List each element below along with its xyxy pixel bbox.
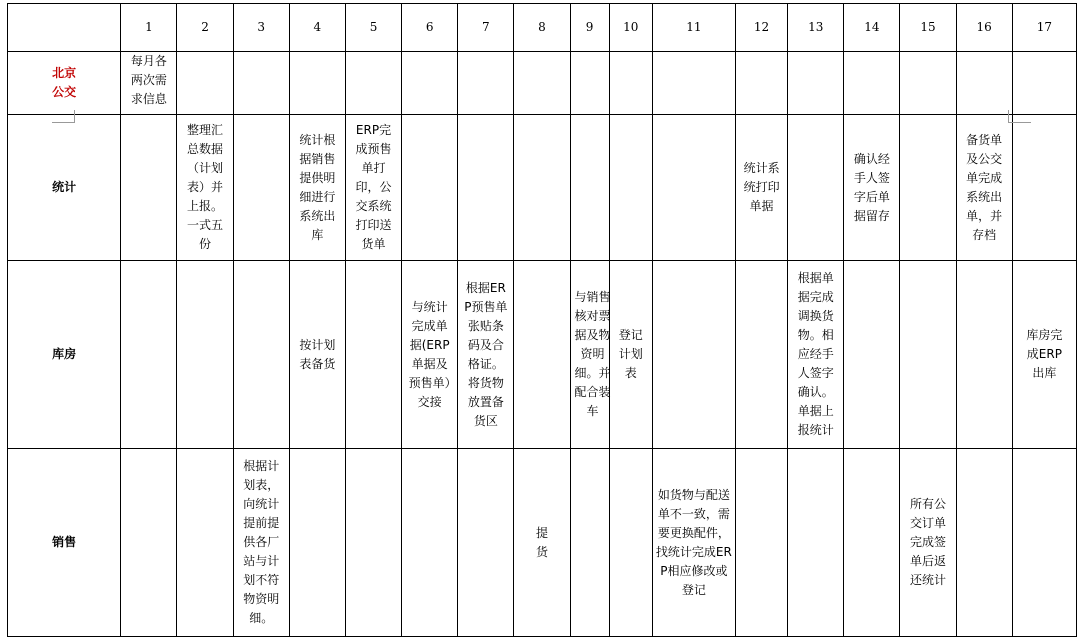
step-cell xyxy=(345,261,401,449)
step-cell xyxy=(609,115,652,261)
step-cell xyxy=(402,261,458,449)
step-cell xyxy=(570,449,609,637)
step-cell xyxy=(570,261,609,449)
step-cell xyxy=(1012,52,1076,115)
step-cell xyxy=(652,449,735,637)
step-cell xyxy=(844,449,900,637)
role-label xyxy=(8,261,121,449)
step-cell xyxy=(736,52,788,115)
step-cell xyxy=(652,261,735,449)
step-cell xyxy=(121,261,177,449)
role-label xyxy=(8,52,121,115)
step-cell xyxy=(458,115,514,261)
step-cell xyxy=(956,449,1012,637)
column-header: 15 xyxy=(900,4,956,52)
step-cell xyxy=(652,115,735,261)
step-cell xyxy=(177,261,233,449)
table-row xyxy=(8,261,1077,449)
step-cell xyxy=(514,115,570,261)
column-header: 2 xyxy=(177,4,233,52)
step-cell xyxy=(956,52,1012,115)
table-row xyxy=(8,52,1077,115)
column-header: 16 xyxy=(956,4,1012,52)
step-cell xyxy=(514,449,570,637)
step-cell xyxy=(289,449,345,637)
column-header: 1 xyxy=(121,4,177,52)
step-cell xyxy=(233,52,289,115)
step-text: 统计根据销售提供明细进行系统出库 xyxy=(299,132,336,242)
step-text: 根据ERP预售单张贴条码及合格证。将货物放置备货区 xyxy=(464,280,508,428)
step-cell xyxy=(788,52,844,115)
step-cell xyxy=(458,261,514,449)
step-cell xyxy=(788,449,844,637)
step-cell xyxy=(609,52,652,115)
column-header: 4 xyxy=(289,4,345,52)
step-cell xyxy=(900,115,956,261)
step-cell xyxy=(736,261,788,449)
step-text: 库房完成ERP出库 xyxy=(1026,328,1063,380)
step-text: 根据计划表，向统计提前提供各厂站与计划不符物资明细。 xyxy=(243,459,280,625)
step-text: ERP完成预售单打印，公交系统打印送货单 xyxy=(355,123,392,251)
step-cell xyxy=(289,261,345,449)
role-text: 库房 xyxy=(52,347,77,361)
step-cell xyxy=(121,449,177,637)
process-flow-table xyxy=(7,3,1077,637)
step-text: 与统计完成单据(ERP单据及预售单）交接 xyxy=(408,299,451,409)
column-header: 9 xyxy=(570,4,609,52)
step-cell xyxy=(121,52,177,115)
step-text: 统计系统打印单据 xyxy=(743,161,780,213)
step-cell xyxy=(514,261,570,449)
role-label xyxy=(8,115,121,261)
step-cell xyxy=(956,261,1012,449)
step-text: 登记计划表 xyxy=(618,328,643,380)
step-text: 根据单据完成调换货物。相应经手人签字确认。单据上报统计 xyxy=(797,271,834,437)
column-header: 12 xyxy=(736,4,788,52)
table-row xyxy=(8,449,1077,637)
step-cell xyxy=(458,52,514,115)
table-row xyxy=(8,115,1077,261)
step-cell xyxy=(402,115,458,261)
header-corner-cell xyxy=(8,4,121,52)
step-cell xyxy=(121,115,177,261)
step-text: 所有公交订单完成签单后返还统计 xyxy=(910,497,947,587)
step-cell xyxy=(652,52,735,115)
step-cell xyxy=(609,449,652,637)
step-cell xyxy=(844,52,900,115)
step-cell xyxy=(1012,261,1076,449)
header-row xyxy=(8,4,1077,52)
step-cell xyxy=(402,52,458,115)
step-cell xyxy=(900,52,956,115)
step-cell xyxy=(788,261,844,449)
step-cell xyxy=(844,261,900,449)
step-cell xyxy=(900,449,956,637)
step-text: 整理汇总数据（计划表）并上报。一式五份 xyxy=(187,123,224,251)
column-header: 10 xyxy=(609,4,652,52)
column-header: 13 xyxy=(788,4,844,52)
step-text: 与销售核对票据及物资明细。并配合装车 xyxy=(574,290,611,418)
step-text: 确认经手人签字后单据留存 xyxy=(853,151,890,223)
column-header: 7 xyxy=(458,4,514,52)
step-cell xyxy=(609,261,652,449)
column-header: 3 xyxy=(233,4,289,52)
step-cell xyxy=(844,115,900,261)
step-cell xyxy=(345,449,401,637)
step-text: 如货物与配送单不一致，需要更换配件，找统计完成ERP相应修改或登记 xyxy=(655,487,732,597)
step-cell xyxy=(233,261,289,449)
step-cell xyxy=(177,449,233,637)
step-cell xyxy=(570,52,609,115)
step-cell xyxy=(289,115,345,261)
column-header: 6 xyxy=(402,4,458,52)
step-text: 按计划表备货 xyxy=(299,337,336,371)
step-cell xyxy=(458,449,514,637)
step-text: 每月各两次需求信息 xyxy=(130,54,167,106)
step-cell xyxy=(514,52,570,115)
role-text: 销售 xyxy=(52,535,77,549)
step-cell xyxy=(177,52,233,115)
step-cell xyxy=(1012,115,1076,261)
step-cell xyxy=(956,115,1012,261)
step-cell xyxy=(345,52,401,115)
step-cell xyxy=(402,449,458,637)
corner-mark-left xyxy=(52,110,75,123)
step-cell xyxy=(1012,449,1076,637)
step-cell xyxy=(736,449,788,637)
step-text: 提货 xyxy=(535,525,548,559)
corner-mark-right xyxy=(1008,110,1031,123)
step-cell xyxy=(788,115,844,261)
step-cell xyxy=(177,115,233,261)
role-label xyxy=(8,449,121,637)
column-header: 8 xyxy=(514,4,570,52)
step-cell xyxy=(736,115,788,261)
step-cell xyxy=(233,449,289,637)
step-cell xyxy=(233,115,289,261)
role-text: 北京公交 xyxy=(52,66,77,99)
step-cell xyxy=(570,115,609,261)
role-text: 统计 xyxy=(52,180,77,194)
step-cell xyxy=(345,115,401,261)
column-header: 17 xyxy=(1012,4,1076,52)
step-cell xyxy=(289,52,345,115)
column-header: 5 xyxy=(345,4,401,52)
step-text: 备货单及公交单完成系统出单，并存档 xyxy=(966,132,1003,242)
column-header: 11 xyxy=(652,4,735,52)
column-header: 14 xyxy=(844,4,900,52)
step-cell xyxy=(900,261,956,449)
